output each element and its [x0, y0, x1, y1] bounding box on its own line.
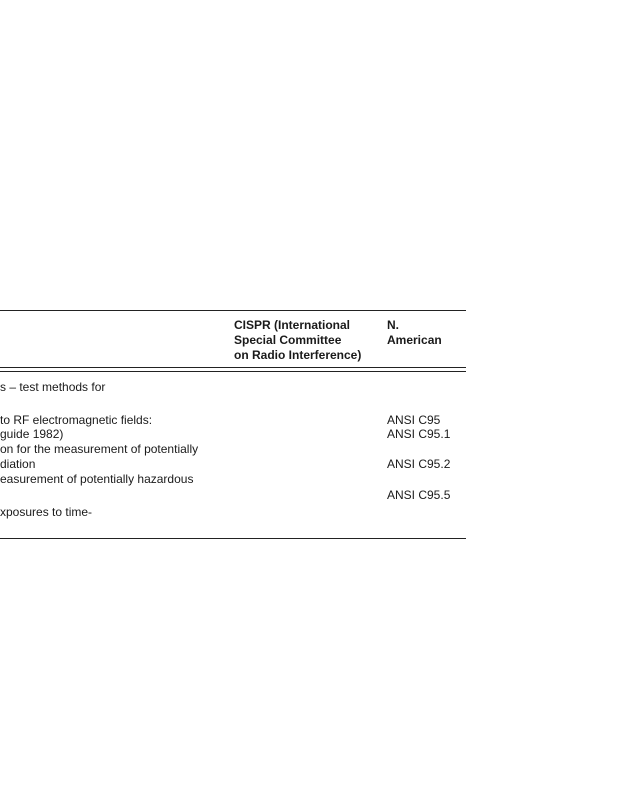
row-text-5: diation [0, 457, 36, 471]
header-n-american: N. American [387, 318, 442, 347]
table-bottom-rule [0, 538, 466, 539]
header-cispr: CISPR (International Special Committee on Radio Interference) [234, 318, 362, 362]
header-rule-lower [0, 371, 466, 372]
row-text-8: xposures to time- [0, 505, 93, 519]
row-text-6: easurement of potentially hazardous [0, 472, 194, 486]
table-top-rule [0, 310, 466, 311]
row-standard-7: ANSI C95.5 [387, 488, 451, 502]
row-text-3: guide 1982) [0, 427, 64, 441]
row-standard-3: ANSI C95.1 [387, 427, 451, 441]
row-text-2: to RF electromagnetic fields: [0, 413, 153, 427]
header-rule-upper [0, 367, 466, 368]
row-text-1: s – test methods for [0, 380, 106, 394]
row-text-4: on for the measurement of potentially [0, 442, 199, 456]
row-standard-5: ANSI C95.2 [387, 457, 451, 471]
row-standard-2: ANSI C95 [387, 413, 441, 427]
